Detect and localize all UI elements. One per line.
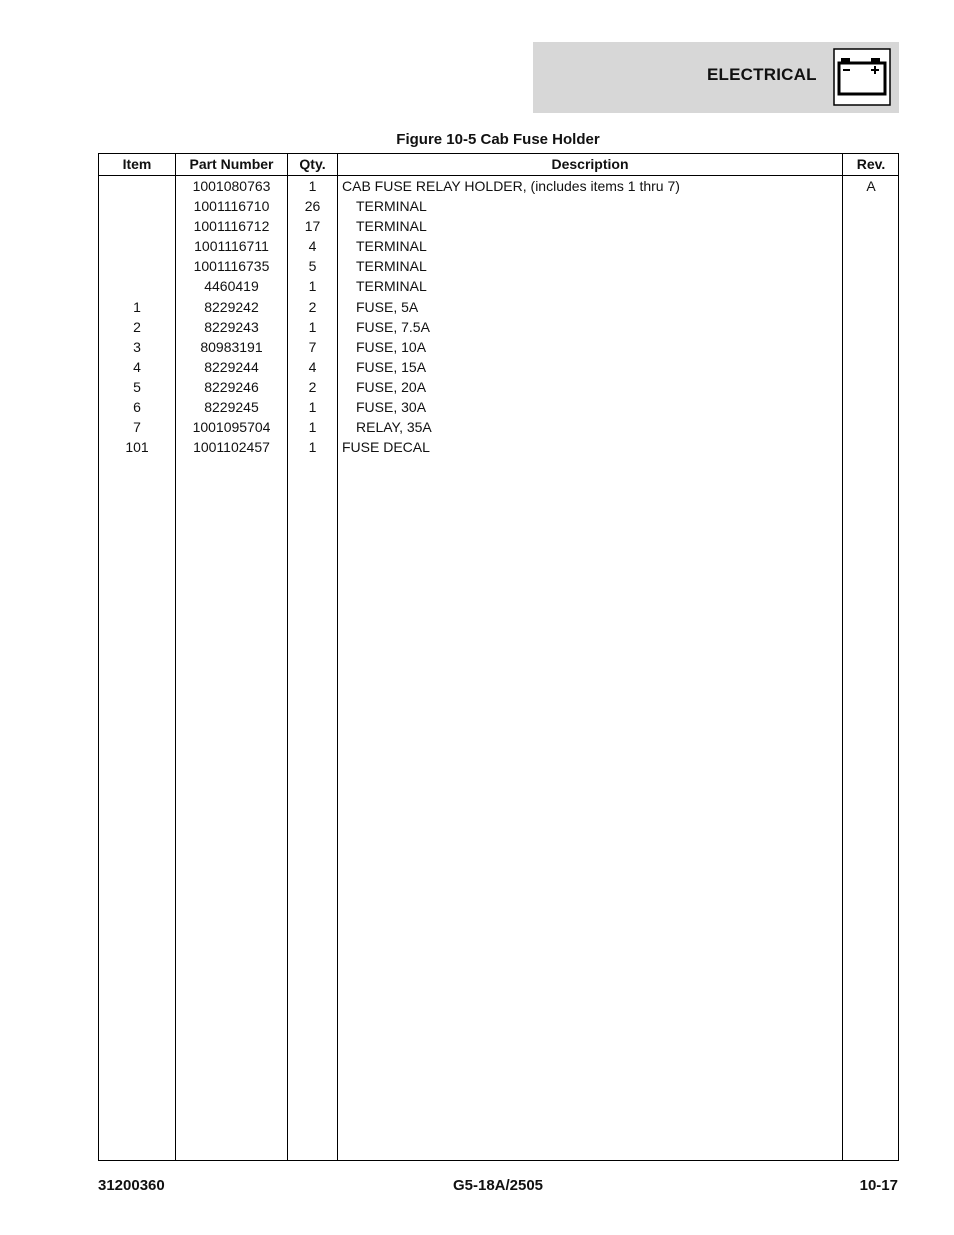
column-header-item: Item	[122, 156, 152, 172]
cell-description: TERMINAL	[356, 278, 427, 295]
cell-item: 7	[133, 419, 141, 436]
cell-qty: 2	[308, 378, 317, 395]
cell-description: TERMINAL	[356, 198, 427, 215]
cell-part-number: 80983191	[200, 338, 263, 355]
battery-icon	[833, 48, 891, 106]
cell-part-number: 1001102457	[193, 439, 270, 456]
cell-description: FUSE, 10A	[356, 338, 427, 355]
cell-description: FUSE, 7.5A	[356, 318, 430, 335]
cell-description: FUSE, 20A	[356, 378, 427, 395]
cell-qty: 26	[304, 198, 321, 215]
cell-item: 101	[125, 439, 149, 456]
table-row	[99, 196, 898, 216]
table-row	[99, 236, 898, 256]
cell-item: 5	[133, 378, 141, 395]
parts-table	[98, 153, 899, 1161]
table-row	[99, 337, 898, 357]
cell-description: TERMINAL	[356, 218, 427, 235]
table-row	[99, 276, 898, 296]
cell-part-number: 1001116711	[194, 238, 269, 255]
cell-part-number: 8229244	[204, 358, 259, 375]
table-row	[99, 437, 898, 457]
table-row	[99, 377, 898, 397]
cell-part-number: 8229246	[204, 378, 259, 395]
cell-description: RELAY, 35A	[356, 419, 432, 436]
cell-description: FUSE, 5A	[356, 298, 419, 315]
cell-qty: 1	[308, 278, 317, 295]
cell-qty: 1	[308, 439, 317, 456]
table-row	[99, 176, 898, 196]
table-body	[99, 176, 898, 457]
cell-qty: 2	[308, 298, 317, 315]
cell-qty: 1	[308, 178, 317, 194]
table-row	[99, 417, 898, 437]
cell-qty: 1	[308, 318, 317, 335]
cell-part-number: 8229242	[204, 298, 259, 315]
column-header-rev: Rev.	[856, 156, 886, 172]
cell-item: 4	[133, 358, 141, 375]
cell-description: TERMINAL	[356, 258, 427, 275]
cell-qty: 4	[308, 358, 317, 375]
cell-description: CAB FUSE RELAY HOLDER, (includes items 1 thru 7)	[342, 178, 680, 194]
cell-part-number: 8229245	[204, 399, 259, 416]
cell-description: TERMINAL	[356, 238, 427, 255]
table-row	[99, 317, 898, 337]
cell-description: FUSE DECAL	[342, 439, 430, 456]
cell-qty: 17	[304, 218, 321, 235]
cell-item: 2	[133, 318, 141, 335]
section-title: ELECTRICAL	[707, 65, 817, 84]
table-row	[99, 216, 898, 236]
cell-rev: A	[866, 178, 876, 194]
cell-qty: 7	[308, 338, 317, 355]
cell-qty: 1	[308, 399, 317, 416]
column-header-description: Description	[551, 156, 629, 172]
table-row	[99, 397, 898, 417]
cell-part-number: 4460419	[204, 278, 259, 295]
column-header-qty: Qty.	[299, 156, 326, 172]
table-row	[99, 297, 898, 317]
cell-item: 3	[133, 338, 141, 355]
cell-part-number: 1001080763	[192, 178, 271, 194]
cell-item: 1	[133, 298, 141, 315]
figure-title: Figure 10-5 Cab Fuse Holder	[396, 131, 600, 148]
footer-document-number: 31200360	[98, 1177, 165, 1194]
cell-part-number: 1001116712	[193, 218, 270, 235]
cell-item: 6	[133, 399, 141, 416]
column-header-part-number: Part Number	[189, 156, 274, 172]
table-row	[99, 256, 898, 276]
cell-part-number: 1001116710	[193, 198, 270, 215]
cell-part-number: 1001116735	[193, 258, 270, 275]
cell-qty: 4	[308, 238, 317, 255]
footer-page-number: 10-17	[859, 1177, 898, 1194]
cell-description: FUSE, 30A	[356, 399, 427, 416]
cell-qty: 1	[308, 419, 317, 436]
cell-qty: 5	[308, 258, 317, 275]
cell-description: FUSE, 15A	[356, 358, 427, 375]
table-row	[99, 357, 898, 377]
cell-part-number: 8229243	[204, 318, 259, 335]
cell-part-number: 1001095704	[192, 419, 271, 436]
footer-model: G5-18A/2505	[452, 1177, 544, 1194]
